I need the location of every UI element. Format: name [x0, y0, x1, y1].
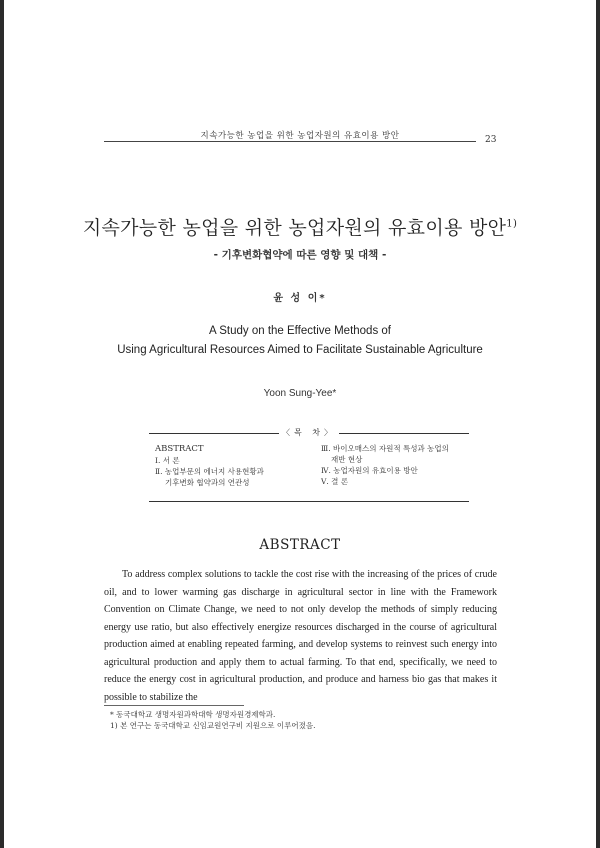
korean-subtitle: - 기후변화협약에 따른 영향 및 대책 - [213, 249, 387, 261]
footnote-item: 1) 본 연구는 동국대학교 신임교원연구비 지원으로 이루어졌음. [110, 721, 316, 730]
toc-entry: Ⅱ. 농업부문의 에너지 사용현황과 [155, 467, 264, 476]
toc-entry: Ⅰ. 서 론 [155, 456, 180, 465]
abstract-body [104, 566, 497, 706]
korean-main-title [4, 213, 596, 240]
footnotes [110, 709, 316, 731]
english-author: Yoon Sung-Yee* [263, 388, 337, 399]
english-title-line-2: Using Agricultural Resources Aimed to Facilitate Sustainable Agriculture [117, 344, 483, 356]
running-title: 지속가능한 농업을 위한 농업자원의 유효이용 방안 [200, 131, 400, 141]
toc-entry: Ⅲ. 바이오매스의 자원적 특성과 농업의 [321, 444, 449, 453]
english-title-line-1: A Study on the Effective Methods of [209, 325, 391, 337]
header-rule [104, 141, 476, 142]
korean-author: 윤 성 이* [273, 293, 327, 304]
table-of-contents [149, 428, 469, 502]
toc-entry: ABSTRACT [155, 444, 204, 454]
title-footnote-mark: 1) [506, 218, 518, 230]
korean-title-text: 지속가능한 농업을 위한 농업자원의 유효이용 방안 [82, 217, 507, 239]
page-frame-right [596, 0, 600, 848]
toc-heading: 〈목 차〉 [279, 428, 339, 437]
toc-entry: 재반 현상 [331, 455, 363, 464]
page-number: 23 [485, 135, 497, 145]
document-page [4, 0, 596, 848]
footnote-rule [104, 705, 244, 706]
toc-left-column [155, 443, 315, 488]
toc-entry: 기후변화 협약과의 연관성 [165, 478, 250, 487]
abstract-heading: ABSTRACT [259, 537, 341, 553]
abstract-text: To address complex solutions to tackle the cost rise with the increasing of the prices of crude oil, and to lower warming gas discharge in agricultural sector in line with the Framework Convention on Climate Change, we need to not only develop the methods of simply reducing energy use ratio, but also effectively energize resources discharged in the course of agricultural production aimed at enabling repeated farming, and develop systems to reinvest such energy into agricultural production and apply them to actual farming. To that end, specifically, we need to reduce the energy cost in agricultural production, and produce and harness bio gas that makes it possible to stabilize the [104, 569, 497, 703]
toc-right-column [321, 443, 469, 487]
toc-entry: Ⅳ. 농업자원의 유효이용 방안 [321, 466, 418, 475]
footnote-item: * 동국대학교 생명자원과학대학 생명자원경제학과. [110, 710, 276, 719]
english-title [4, 322, 596, 360]
toc-entry: Ⅴ. 결 론 [321, 477, 349, 486]
